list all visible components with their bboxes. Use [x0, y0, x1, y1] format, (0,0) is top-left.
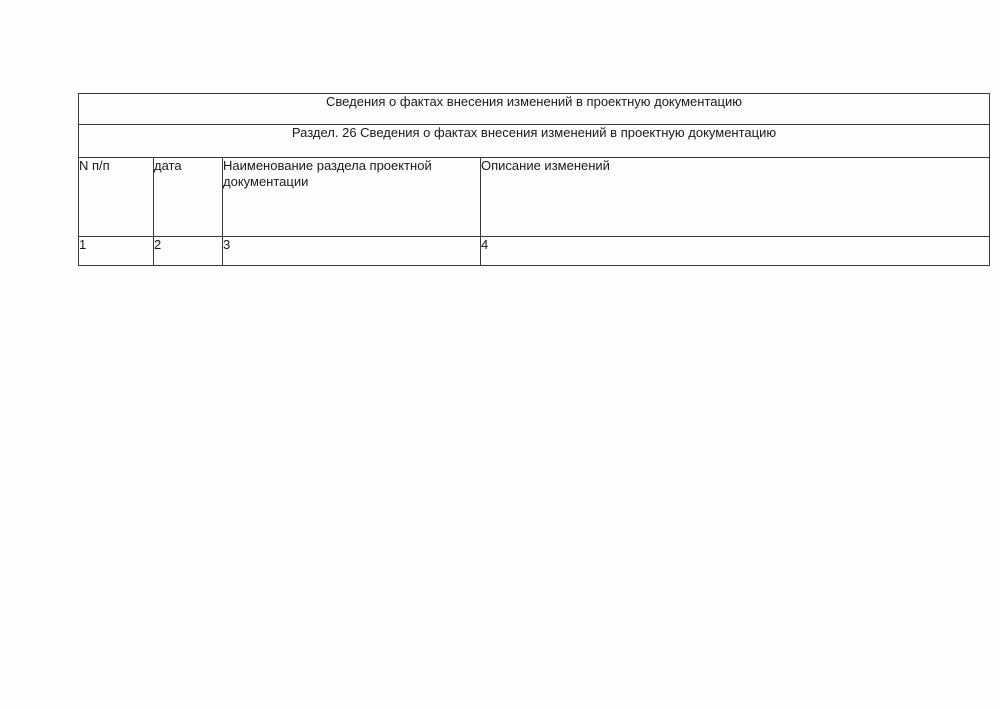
column-header-description: Описание изменений: [481, 158, 990, 237]
section-title-row: [79, 125, 990, 158]
column-number-2: 2: [154, 237, 223, 266]
column-number-row: [79, 237, 990, 266]
column-header-date: дата: [154, 158, 223, 237]
column-number-1: 1: [79, 237, 154, 266]
column-header-section-name: Наименование раздела проектной документации: [223, 158, 481, 237]
changes-table: [78, 93, 990, 266]
column-header-row: [79, 158, 990, 237]
section-title: Раздел. 26 Сведения о фактах внесения изменений в проектную документацию: [79, 125, 990, 158]
table-title-row: [79, 94, 990, 125]
column-number-3: 3: [223, 237, 481, 266]
column-number-4: 4: [481, 237, 990, 266]
column-header-number: N п/п: [79, 158, 154, 237]
table-title: Сведения о фактах внесения изменений в проектную документацию: [79, 94, 990, 125]
